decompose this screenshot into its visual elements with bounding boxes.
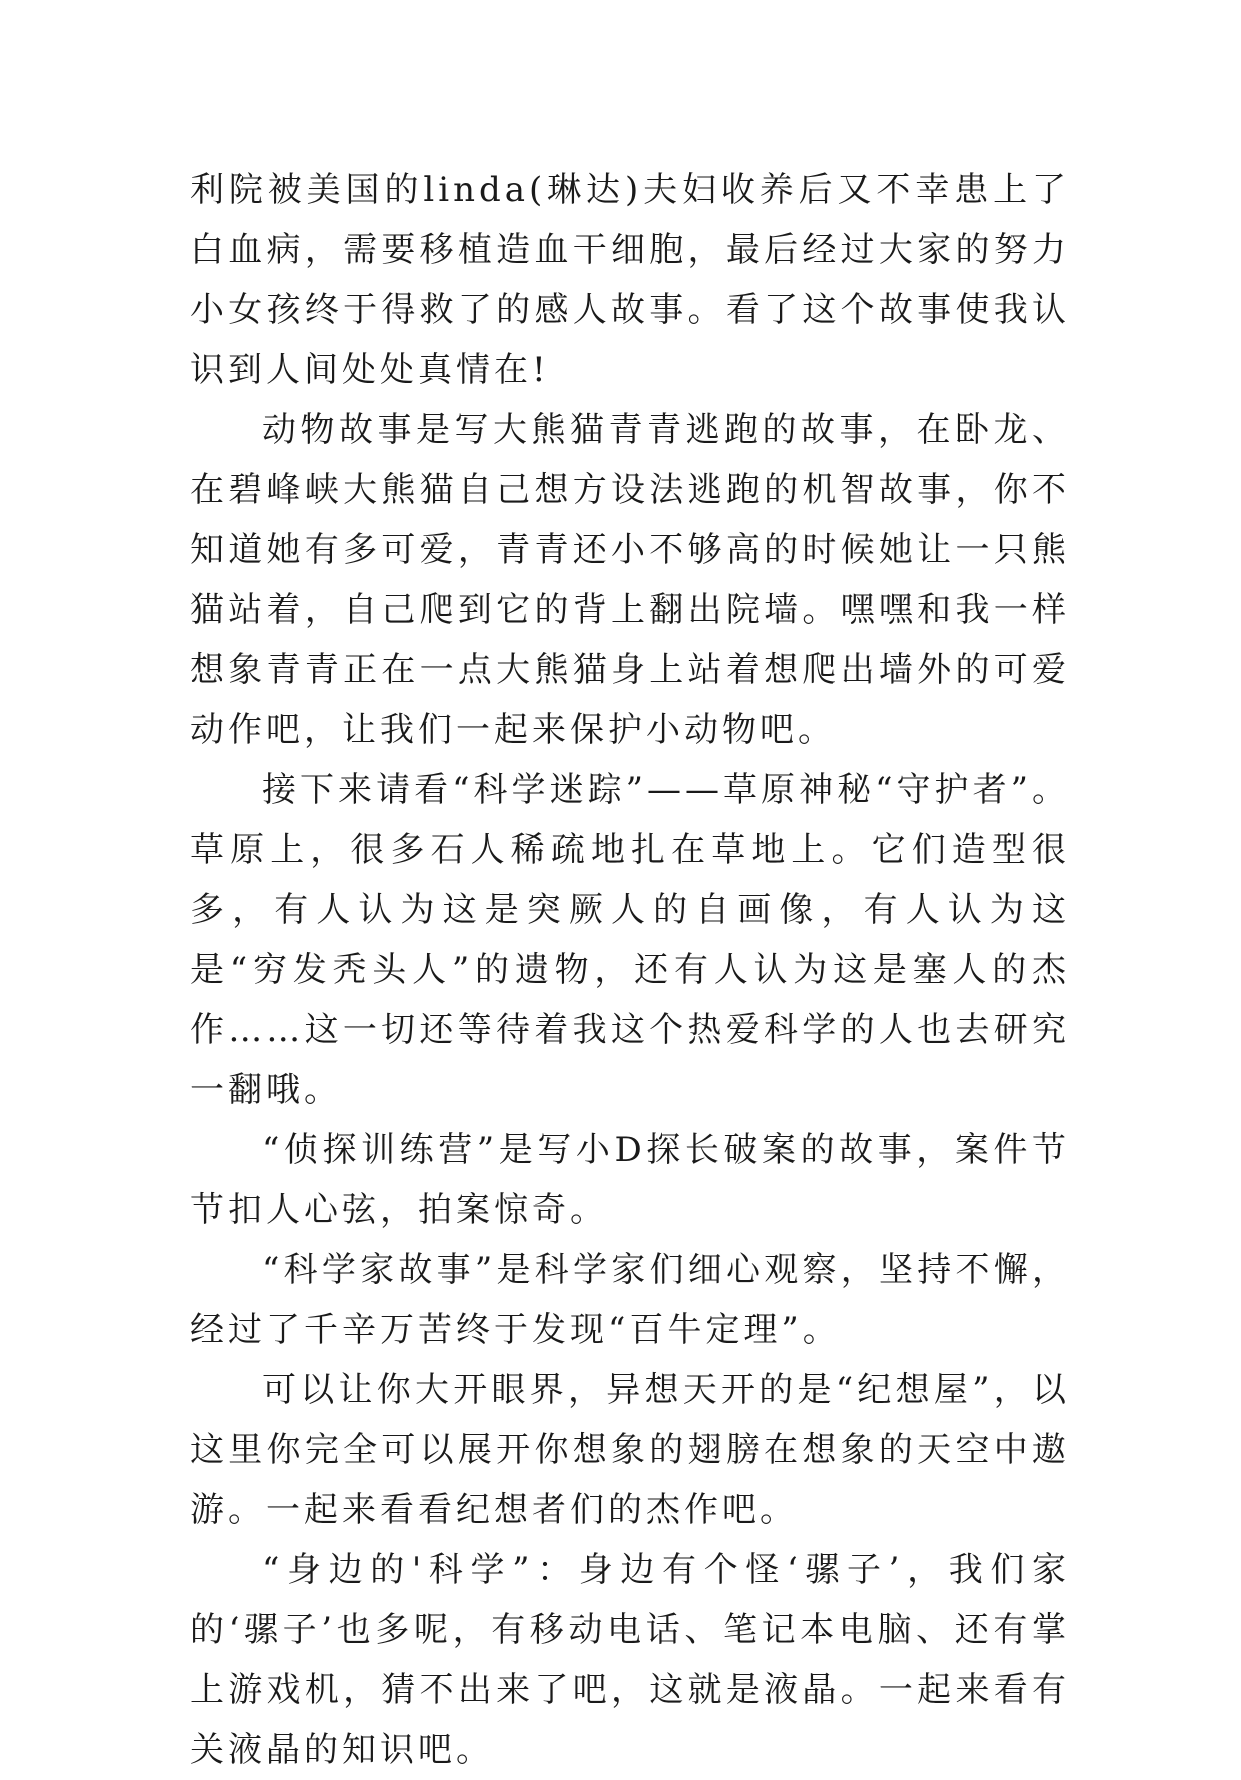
paragraph-1: 利院被美国的linda(琳达)夫妇收养后又不幸患上了白血病，需要移植造血干细胞，最后经过大家的努力小女孩终于得救了的感人故事。看了这个故事使我认识到人间处处真情在! [190,170,1070,390]
paragraph-6: 可以让你大开眼界，异想天开的是“纪想屋”，以这里你完全可以展开你想象的翅膀在想象的天空中遨游。一起来看看纪想者们的杰作吧。 [190,1370,1070,1530]
paragraph-5: “科学家故事”是科学家们细心观察，坚持不懈，经过了千辛万苦终于发现“百牛定理”。 [190,1250,1070,1350]
paragraph-3: 接下来请看“科学迷踪”——草原神秘“守护者”。草原上，很多石人稀疏地扎在草地上。它们造型很多，有人认为这是突厥人的自画像，有人认为这是“穷发秃头人”的遗物，还有人认为这是塞人的杰作……这一切还等待着我这个热爱科学的人也去研究一翻哦。 [190,770,1070,1110]
paragraph-7: “身边的'科学”：身边有个怪‘骡子’，我们家的‘骡子’也多呢，有移动电话、笔记本电脑、还有掌上游戏机，猜不出来了吧，这就是液晶。一起来看有关液晶的知识吧。 [190,1550,1070,1770]
paragraph-2: 动物故事是写大熊猫青青逃跑的故事，在卧龙、在碧峰峡大熊猫自己想方设法逃跑的机智故事，你不知道她有多可爱，青青还小不够高的时候她让一只熊猫站着，自己爬到它的背上翻出院墙。嘿嘿和我一样想象青青正在一点大熊猫身上站着想爬出墙外的可爱动作吧，让我们一起来保护小动物吧。 [190,410,1070,750]
paragraph-4: “侦探训练营”是写小D探长破案的故事，案件节节扣人心弦，拍案惊奇。 [190,1130,1070,1230]
body-text [190,160,1070,1780]
